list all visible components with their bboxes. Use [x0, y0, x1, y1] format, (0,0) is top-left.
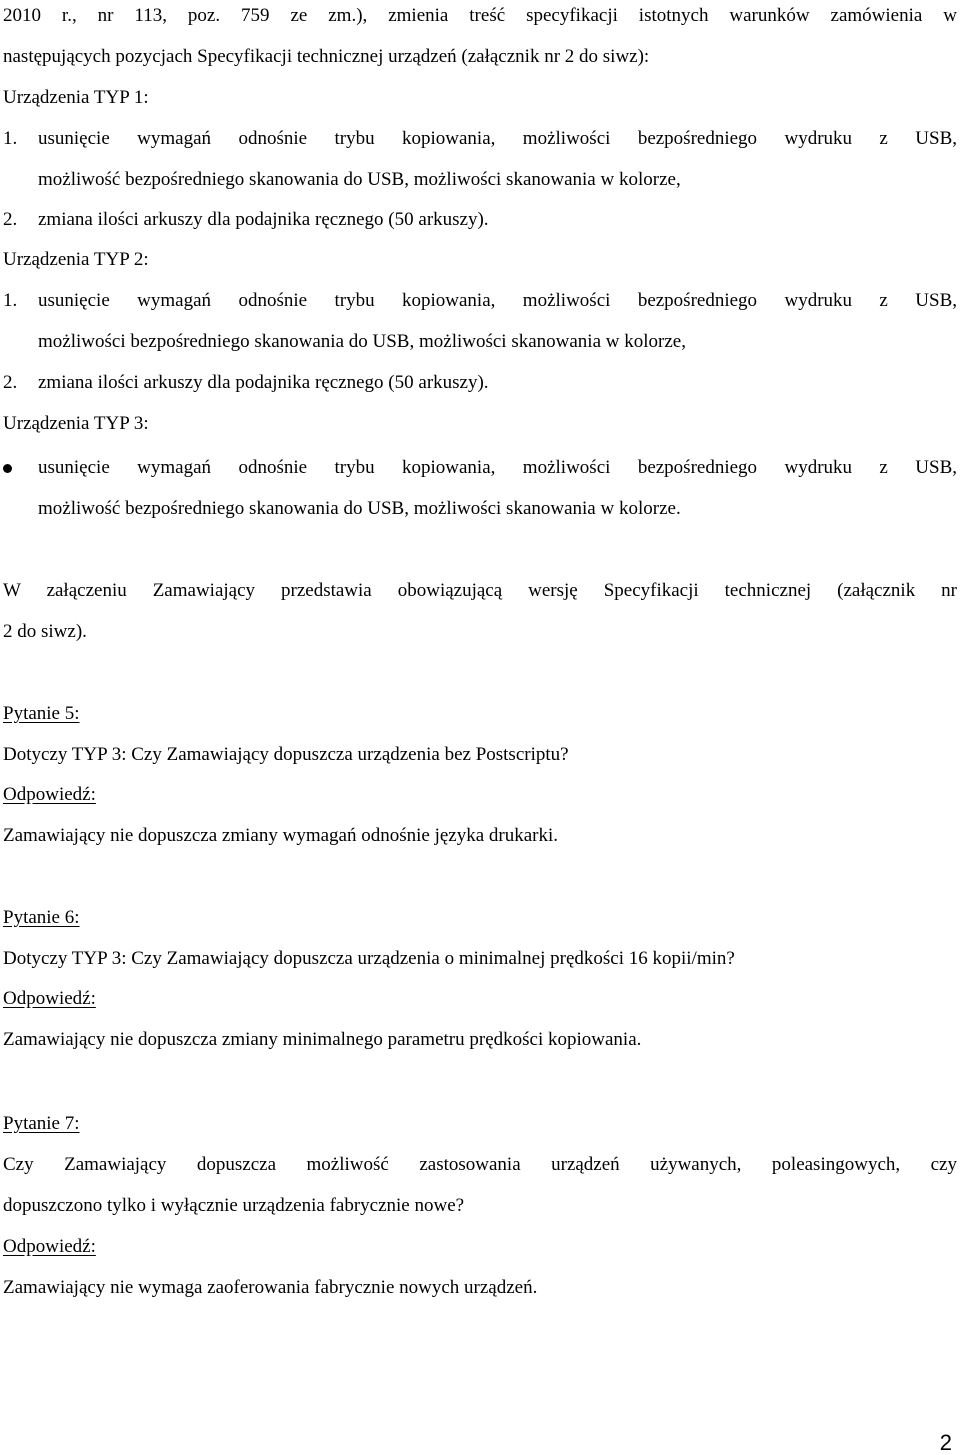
typ1-item-2-number: 2. [3, 209, 18, 230]
question-7-answer: Zamawiający nie wymaga zaoferowania fabrycznie nowych urządzeń. [3, 1277, 538, 1298]
question-6-answer: Zamawiający nie dopuszcza zmiany minimalnego parametru prędkości kopiowania. [3, 1029, 642, 1050]
question-7-text-line-1: Czy Zamawiający dopuszcza możliwość zastosowania urządzeń używanych, poleasingowych, czy [3, 1154, 957, 1175]
question-5-label: Pytanie 5: [3, 703, 80, 724]
attachment-line-1: W załączeniu Zamawiający przedstawia obowiązującą wersję Specyfikacji technicznej (załącznik nr [3, 580, 957, 601]
question-5-answer: Zamawiający nie dopuszcza zmiany wymagań odnośnie języka drukarki. [3, 825, 559, 846]
intro-line-2: następujących pozycjach Specyfikacji technicznej urządzeń (załącznik nr 2 do siwz): [3, 46, 650, 67]
intro-line-1: 2010 r., nr 113, poz. 759 ze zm.), zmienia treść specyfikacji istotnych warunków zamówienia w [3, 5, 957, 26]
typ1-item-1-line-1: usunięcie wymagań odnośnie trybu kopiowania, możliwości bezpośredniego wydruku z USB, [38, 128, 957, 149]
typ1-item-2 [3, 208, 957, 232]
typ2-item-1-line-2: możliwości bezpośredniego skanowania do USB, możliwości skanowania w kolorze, [38, 331, 686, 352]
page-number: 2 [939, 1430, 952, 1455]
typ3-heading: Urządzenia TYP 3: [3, 413, 149, 434]
question-7-label: Pytanie 7: [3, 1113, 80, 1134]
typ3-bullet-line-1: usunięcie wymagań odnośnie trybu kopiowania, możliwości bezpośredniego wydruku z USB, [38, 457, 957, 478]
attachment-line-2: 2 do siwz). [3, 621, 87, 642]
typ2-heading: Urządzenia TYP 2: [3, 249, 149, 270]
typ1-item-2-line-1: zmiana ilości arkuszy dla podajnika ręcznego (50 arkuszy). [38, 209, 489, 230]
typ2-item-2-number: 2. [3, 372, 18, 393]
question-7-answer-label: Odpowiedź: [3, 1236, 96, 1257]
question-6-label: Pytanie 6: [3, 907, 80, 928]
typ3-bullet-item [3, 456, 957, 480]
typ1-item-1-number: 1. [3, 128, 18, 149]
typ2-item-2-line-1: zmiana ilości arkuszy dla podajnika ręcznego (50 arkuszy). [38, 372, 489, 393]
typ2-item-2 [3, 371, 957, 395]
question-6-answer-label: Odpowiedź: [3, 988, 96, 1009]
typ1-item-1-line-2: możliwość bezpośredniego skanowania do USB, możliwości skanowania w kolorze, [38, 169, 681, 190]
typ3-bullet-line-2: możliwość bezpośredniego skanowania do USB, możliwości skanowania w kolorze. [38, 498, 681, 519]
typ2-item-1-number: 1. [3, 290, 18, 311]
typ2-item-1 [3, 289, 957, 313]
question-5-answer-label: Odpowiedź: [3, 784, 96, 805]
typ1-item-1 [3, 127, 957, 151]
typ2-item-1-line-1: usunięcie wymagań odnośnie trybu kopiowania, możliwości bezpośredniego wydruku z USB, [38, 290, 957, 311]
typ1-heading: Urządzenia TYP 1: [3, 87, 149, 108]
question-7-text-line-2: dopuszczono tylko i wyłącznie urządzenia fabrycznie nowe? [3, 1195, 465, 1216]
question-5-text: Dotyczy TYP 3: Czy Zamawiający dopuszcza urządzenia bez Postscriptu? [3, 744, 569, 765]
bullet-icon [3, 464, 12, 473]
question-6-text: Dotyczy TYP 3: Czy Zamawiający dopuszcza urządzenia o minimalnej prędkości 16 kopii/min? [3, 948, 735, 969]
